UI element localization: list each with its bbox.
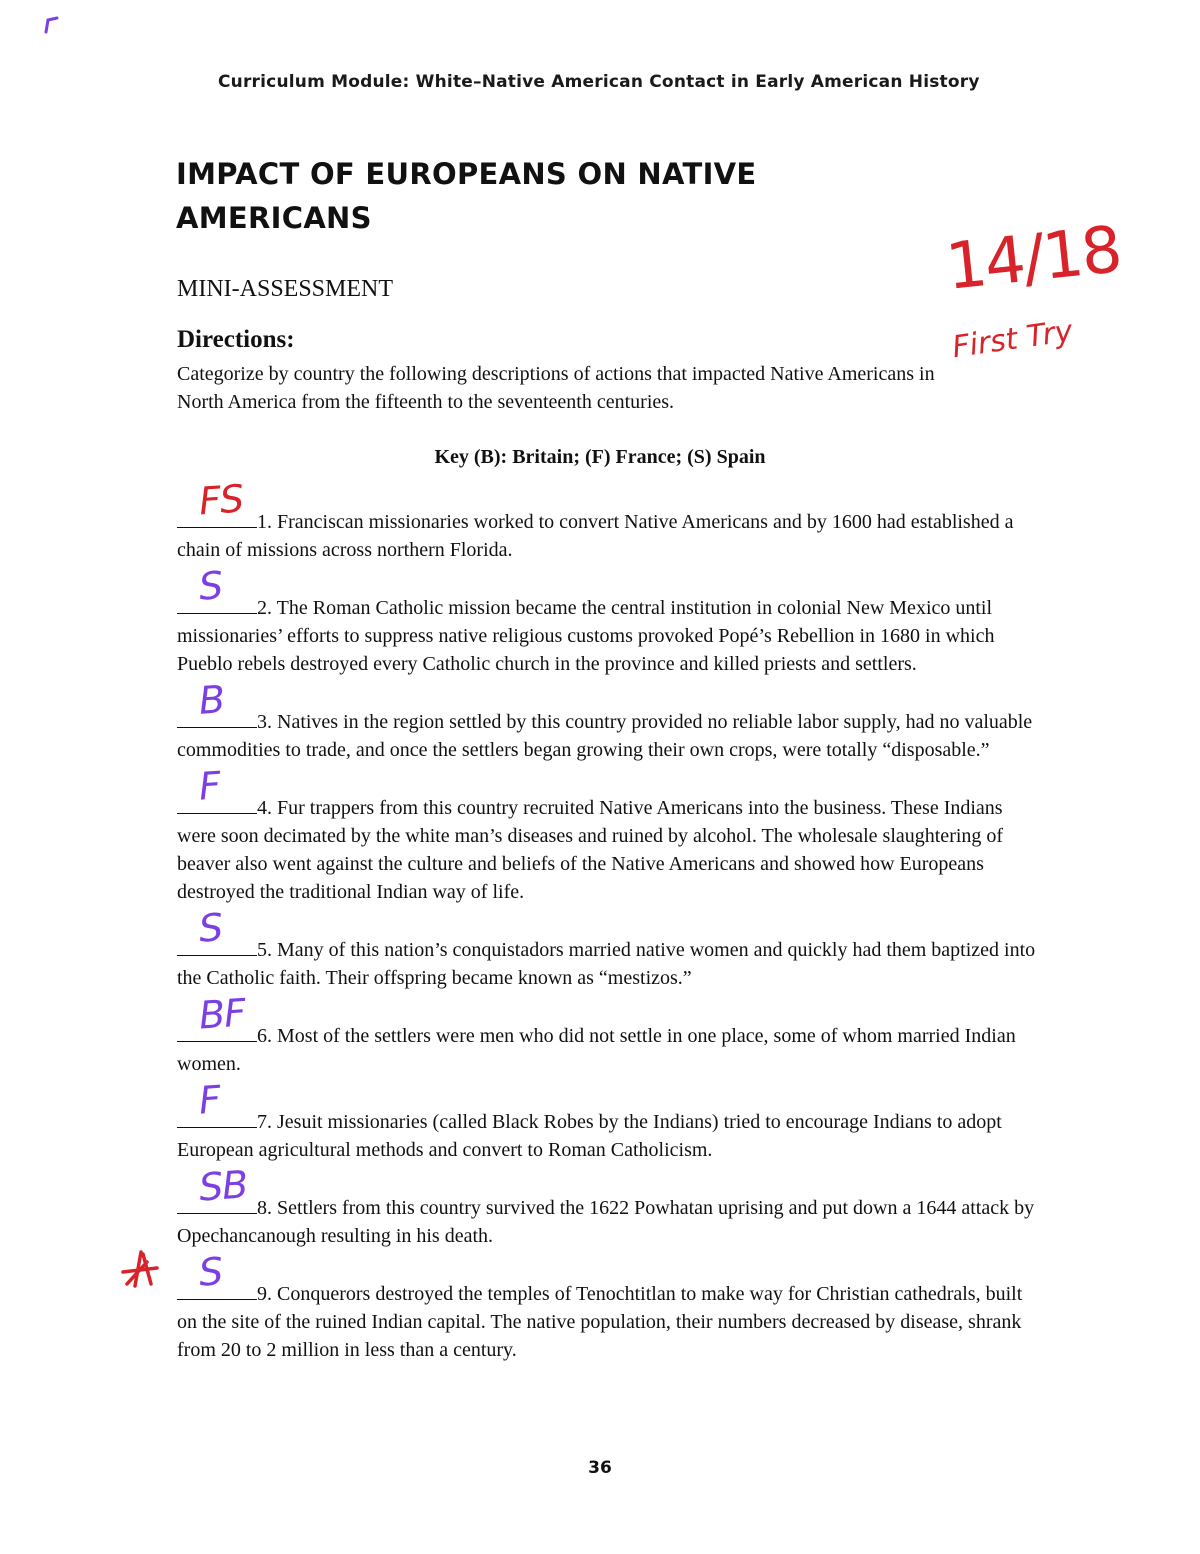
question-number: 4. <box>257 797 272 819</box>
answer-blank[interactable] <box>177 1110 257 1128</box>
question-text: Settlers from this country survived the 1622 Powhatan uprising and put down a 1644 attack by Opechancanough resulting in his death. <box>177 1197 1035 1247</box>
question-text: Jesuit missionaries (called Black Robes by the Indians) tried to encourage Indians to adopt European agricultural methods and convert to Roman Catholicism. <box>177 1111 1002 1161</box>
handwritten-answer: S <box>197 905 224 951</box>
question-item <box>177 763 1037 906</box>
question-number: 6. <box>257 1025 272 1047</box>
question-text: Fur trappers from this country recruited Native Americans into the business. These Indians were soon decimated by the white man’s diseases and ruined by alcohol. The wholesale slaughtering of beaver also went against the culture and beliefs of the Native Americans and showed how Europeans destroyed the traditional Indian way of life. <box>177 797 1004 903</box>
handwritten-answer: F <box>197 1077 222 1123</box>
question-item <box>177 905 1037 992</box>
question-number: 7. <box>257 1111 272 1133</box>
question-text: Natives in the region settled by this country provided no reliable labor supply, had no valuable commodities to trade, and once the settlers began growing their own crops, were totally “disposable.” <box>177 711 1033 761</box>
handwritten-answer: F <box>197 763 222 809</box>
page-title: IMPACT OF EUROPEANS ON NATIVE AMERICANS <box>176 157 757 235</box>
question-item <box>177 1249 1037 1364</box>
running-header: Curriculum Module: White–Native American Contact in Early American History <box>218 72 980 92</box>
handwritten-answer: S <box>197 563 224 609</box>
handwritten-answer: B <box>197 677 226 723</box>
question-item <box>177 990 1037 1078</box>
handwritten-answer: S <box>197 1249 224 1295</box>
question-text: Most of the settlers were men who did not settle in one place, some of whom married Indian women. <box>177 1025 1016 1075</box>
question-number: 2. <box>257 597 272 619</box>
question-list <box>177 476 1037 1394</box>
handwritten-score: 14/18 <box>942 213 1124 305</box>
answer-blank[interactable] <box>177 938 257 956</box>
handwritten-answer: BF <box>197 990 247 1038</box>
question-number: 5. <box>257 939 272 961</box>
answer-blank[interactable] <box>177 596 257 614</box>
answer-blank[interactable] <box>177 510 257 528</box>
handwritten-attempt-note: First Try <box>950 313 1075 366</box>
star-mark-icon <box>117 1248 163 1290</box>
answer-blank[interactable] <box>177 1196 257 1214</box>
question-text: Conquerors destroyed the temples of Tenochtitlan to make way for Christian cathedrals, built on the site of the ruined Indian capital. The native population, their numbers decreased by disease, shrank from 20 to 2 million in less than a century. <box>177 1283 1023 1361</box>
handwritten-answer: SB <box>197 1162 249 1210</box>
question-text: Many of this nation’s conquistadors married native women and quickly had them baptized into the Catholic faith. Their offspring became known as “mestizos.” <box>177 939 1036 989</box>
page-number: 36 <box>588 1458 612 1478</box>
directions-text: Categorize by country the following descriptions of actions that impacted Native Americans in North America from the fifteenth to the seventeenth centuries. <box>177 363 935 413</box>
answer-blank[interactable] <box>177 710 257 728</box>
question-item <box>177 476 1037 564</box>
section-subtitle: MINI-ASSESSMENT <box>177 276 394 302</box>
directions-heading: Directions: <box>177 326 295 353</box>
handwritten-answer: FS <box>197 476 245 524</box>
question-number: 9. <box>257 1283 272 1305</box>
answer-blank[interactable] <box>177 1282 257 1300</box>
caret-mark-icon <box>44 16 60 34</box>
question-item <box>177 1077 1037 1164</box>
question-item <box>177 677 1037 764</box>
question-text: The Roman Catholic mission became the central institution in colonial New Mexico until missionaries’ efforts to suppress native religious customs provoked Popé’s Rebellion in 1680 in which Pueblo rebels destroyed every Catholic church in the province and killed priests and settlers. <box>177 597 995 675</box>
question-item <box>177 1162 1037 1250</box>
question-number: 1. <box>257 511 272 533</box>
answer-key-legend: Key (B): Britain; (F) France; (S) Spain <box>434 446 766 468</box>
question-item <box>177 563 1037 678</box>
answer-blank[interactable] <box>177 1024 257 1042</box>
question-number: 8. <box>257 1197 272 1219</box>
answer-blank[interactable] <box>177 796 257 814</box>
question-text: Franciscan missionaries worked to convert Native Americans and by 1600 had established a chain of missions across northern Florida. <box>177 511 1014 561</box>
question-number: 3. <box>257 711 272 733</box>
